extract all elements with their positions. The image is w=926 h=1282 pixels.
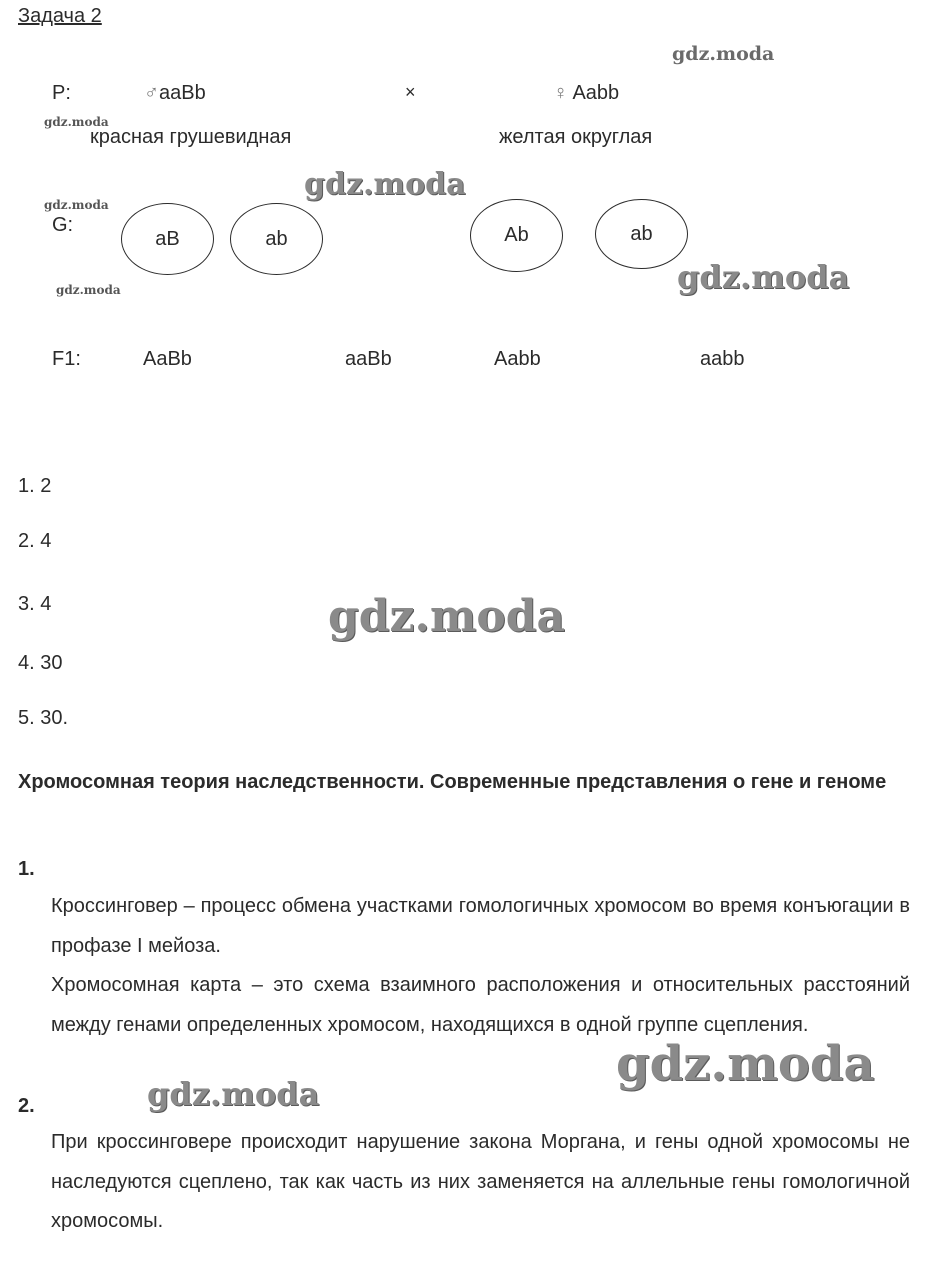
answer-item: 3. 4 (18, 593, 52, 615)
answer-item: 4. 30 (18, 652, 63, 674)
female-genotype: Aabb (572, 82, 620, 104)
item-number: 1. (18, 858, 35, 880)
f1-genotype: Aabb (494, 348, 541, 370)
section-heading: Хромосомная теория наследственности. Современные представления о гене и геноме (18, 771, 887, 793)
f1-genotype: AaBb (143, 348, 192, 370)
crossing-over-explanation: При кроссинговере происходит нарушение закона Моргана, и гены одной хромосомы не наследуются сцеплено, так как часть из них заменяется на аллельные гены гомологичной хромосомы. (51, 1131, 910, 1232)
male-phenotype: красная грушевидная (90, 126, 292, 148)
watermark: gdz.moda (328, 591, 566, 642)
chromosome-map-definition: Хромосомная карта – это схема взаимного расположения и относительных расстояний между генами определенных хромосом, находящихся в одной группе сцепления. (51, 974, 910, 1036)
watermark: gdz.moda (672, 43, 775, 65)
cross-times-sign: × (405, 82, 416, 102)
gamete-circle (470, 199, 563, 272)
watermark: gdz.moda (147, 1075, 320, 1113)
answer-item: 5. 30. (18, 707, 69, 729)
gamete-label: Ab (504, 224, 529, 246)
watermark: gdz.moda (616, 1036, 875, 1092)
gamete-circle (595, 199, 688, 269)
watermark: gdz.moda (44, 198, 109, 212)
item-number: 2. (18, 1095, 35, 1117)
male-symbol-icon: ♂ (144, 82, 159, 104)
female-parent (553, 83, 619, 103)
gamete-label: ab (630, 222, 653, 245)
watermark: gdz.moda (56, 283, 121, 297)
crossing-over-definition: Кроссинговер – процесс обмена участками гомологичных хромосом во время конъюгации в профазе I мейоза. (51, 895, 910, 957)
f1-label: F1: (52, 348, 81, 370)
watermark: gdz.moda (44, 115, 109, 129)
male-genotype: aaBb (159, 82, 206, 104)
watermark: gdz.moda (304, 167, 466, 202)
g-label: G: (52, 214, 74, 236)
answer-item: 2. 4 (18, 530, 52, 552)
gamete-label: aB (155, 227, 180, 250)
answer-item: 1. 2 (18, 475, 52, 497)
gamete-label: ab (265, 227, 288, 250)
gamete-circle (230, 203, 323, 275)
male-parent (144, 83, 206, 103)
task-title: Задача 2 (18, 5, 102, 27)
watermark: gdz.moda (677, 258, 850, 296)
f1-genotype: aaBb (345, 348, 392, 370)
female-phenotype: желтая округлая (499, 126, 653, 148)
gamete-circle (121, 203, 214, 275)
f1-genotype: aabb (700, 348, 745, 370)
female-symbol-icon: ♀ (553, 82, 568, 104)
p-label: P: (52, 82, 71, 104)
